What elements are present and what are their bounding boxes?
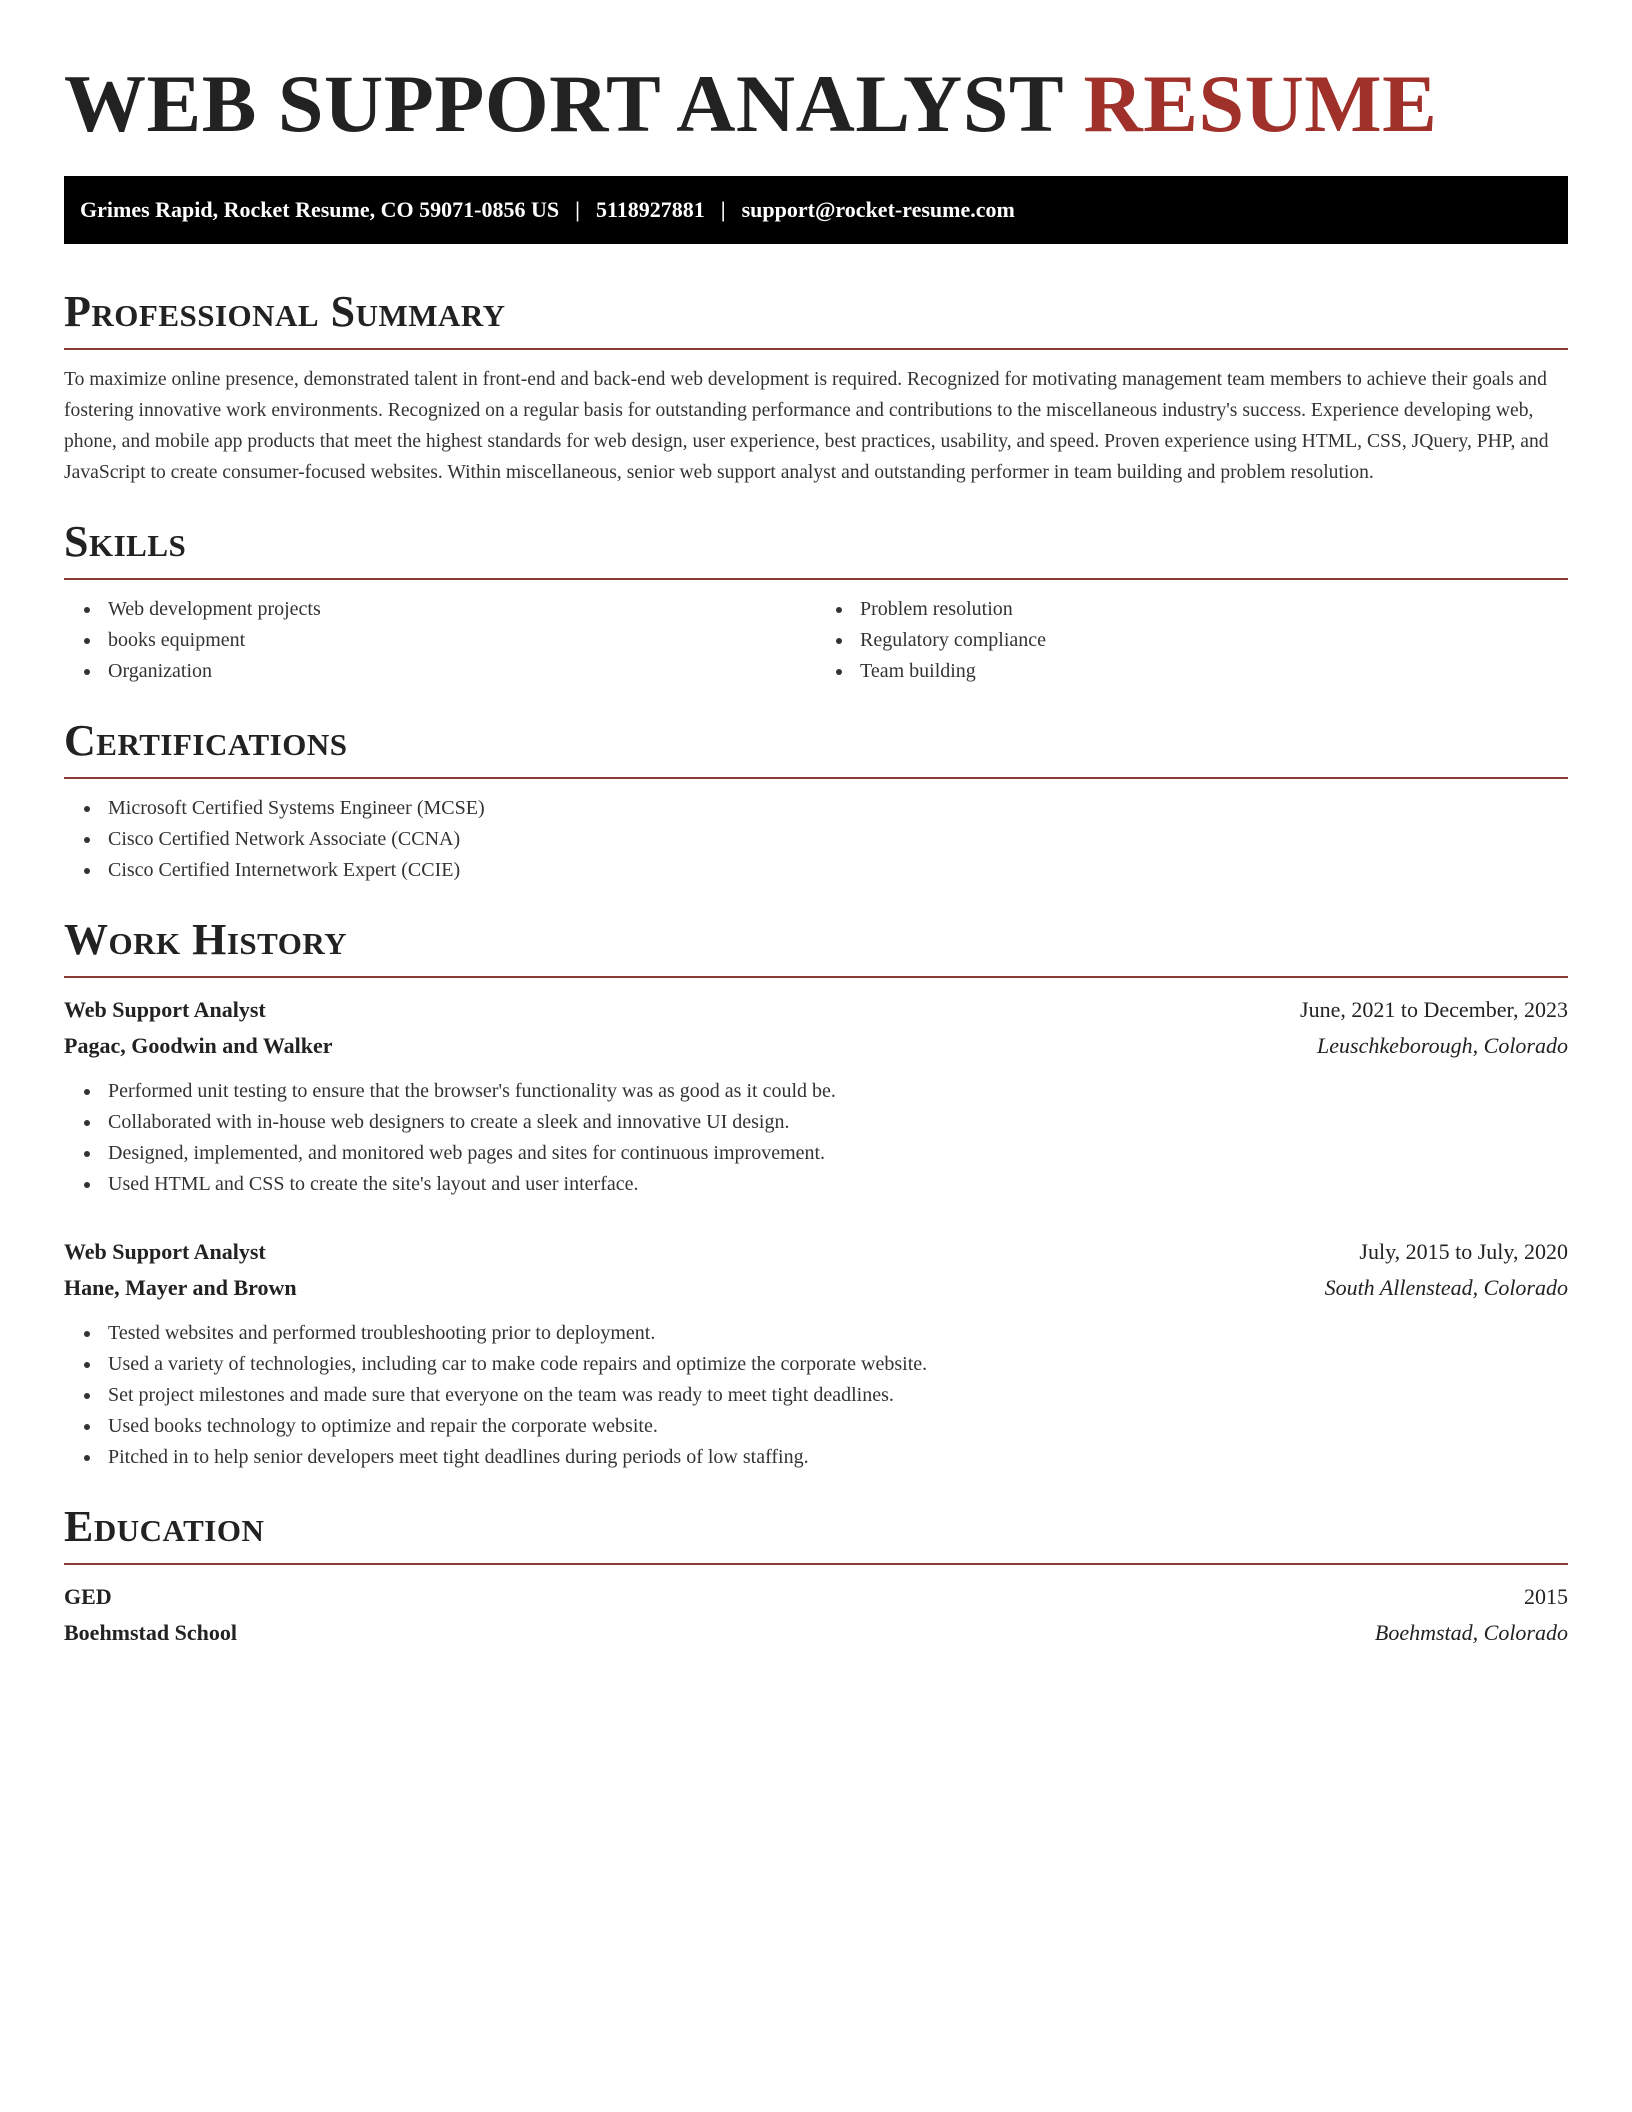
job-location: Leuschkeborough, Colorado — [1317, 1033, 1568, 1058]
job-entry — [64, 1234, 1568, 1473]
job-duty-item: Used HTML and CSS to create the site's layout and user interface. — [108, 1169, 1568, 1200]
contact-separator: | — [575, 197, 580, 222]
certification-item: Microsoft Certified Systems Engineer (MCSE) — [108, 793, 1568, 824]
skill-item: Web development projects — [108, 594, 816, 625]
job-company: Pagac, Goodwin and Walker — [64, 1033, 333, 1058]
certification-item: Cisco Certified Internetwork Expert (CCIE) — [108, 855, 1568, 886]
title-main: WEB SUPPORT ANALYST — [64, 58, 1063, 149]
contact-separator: | — [720, 197, 726, 222]
job-duty-item: Used books technology to optimize and repair the corporate website. — [108, 1411, 1568, 1442]
section-divider — [64, 578, 1568, 580]
skills-heading: Skills — [64, 517, 187, 566]
job-duty-item: Performed unit testing to ensure that the browser's functionality was as good as it could be. — [108, 1076, 1568, 1107]
contact-phone: 5118927881 — [595, 197, 705, 222]
certification-item: Cisco Certified Network Associate (CCNA) — [108, 824, 1568, 855]
job-duty-item: Collaborated with in-house web designers to create a sleek and innovative UI design. — [108, 1107, 1568, 1138]
summary-heading: Professional Summary — [64, 287, 506, 336]
job-duty-item: Tested websites and performed troubleshooting prior to deployment. — [108, 1318, 1568, 1349]
section-divider — [64, 1563, 1568, 1565]
summary-text: To maximize online presence, demonstrated talent in front-end and back-end web development is required. Recognized for motivating management team members to achieve their goals and fostering innovative work environments. Recognized on a regular basis for outstanding performance and contributions to the miscellaneous industry's success. Experience developing web, phone, and mobile app products that meet the highest standards for web design, user experience, best practices, usability, and speed. Proven experience using HTML, CSS, JQuery, PHP, and JavaScript to create consumer-focused websites. Within miscellaneous, senior web support analyst and outstanding performer in team building and problem resolution. — [64, 369, 1549, 483]
summary-section — [64, 288, 1568, 488]
job-title: Web Support Analyst — [64, 1239, 266, 1264]
education-degree-row — [64, 1579, 1568, 1615]
job-entry — [64, 992, 1568, 1200]
skills-section — [64, 518, 1568, 687]
skills-list-left — [64, 594, 816, 687]
skill-item: Regulatory compliance — [860, 625, 1568, 656]
skill-item: Team building — [860, 656, 1568, 687]
education-year: 2015 — [1524, 1584, 1568, 1609]
job-title-row — [64, 992, 1568, 1028]
job-duty-item: Designed, implemented, and monitored web pages and sites for continuous improvement. — [108, 1138, 1568, 1169]
job-company-row — [64, 1028, 1568, 1064]
job-duty-item: Pitched in to help senior developers meet tight deadlines during periods of low staffing. — [108, 1442, 1568, 1473]
certifications-section — [64, 717, 1568, 886]
job-duty-item: Used a variety of technologies, including car to make code repairs and optimize the corporate website. — [108, 1349, 1568, 1380]
contact-bar — [64, 176, 1568, 244]
section-divider — [64, 976, 1568, 978]
education-location: Boehmstad, Colorado — [1374, 1620, 1568, 1645]
skill-item: books equipment — [108, 625, 816, 656]
resume-title — [64, 56, 1568, 152]
job-location: South Allenstead, Colorado — [1324, 1275, 1568, 1300]
certifications-list — [64, 793, 1568, 886]
contact-email: support@rocket-resume.com — [741, 197, 1015, 222]
job-duties-list — [64, 1076, 1568, 1200]
skill-item: Organization — [108, 656, 816, 687]
job-title: Web Support Analyst — [64, 997, 266, 1022]
contact-address: Grimes Rapid, Rocket Resume, CO 59071-0856 US — [80, 197, 560, 222]
certifications-heading: Certifications — [64, 716, 348, 765]
education-school: Boehmstad School — [64, 1620, 237, 1645]
section-divider — [64, 348, 1568, 350]
education-section — [64, 1503, 1568, 1651]
skills-list-right — [816, 594, 1568, 687]
work-history-section — [64, 916, 1568, 1473]
job-duty-item: Set project milestones and made sure that everyone on the team was ready to meet tight deadlines. — [108, 1380, 1568, 1411]
job-company-row — [64, 1270, 1568, 1306]
work-history-heading: Work History — [64, 915, 348, 964]
job-dates: June, 2021 to December, 2023 — [1300, 997, 1568, 1022]
education-degree: GED — [64, 1584, 112, 1609]
title-accent: RESUME — [1083, 58, 1438, 149]
skills-grid — [64, 594, 1568, 687]
job-dates: July, 2015 to July, 2020 — [1359, 1239, 1568, 1264]
job-duties-list — [64, 1318, 1568, 1473]
job-title-row — [64, 1234, 1568, 1270]
education-heading: Education — [64, 1502, 265, 1551]
section-divider — [64, 777, 1568, 779]
education-school-row — [64, 1615, 1568, 1651]
job-company: Hane, Mayer and Brown — [64, 1275, 297, 1300]
skill-item: Problem resolution — [860, 594, 1568, 625]
